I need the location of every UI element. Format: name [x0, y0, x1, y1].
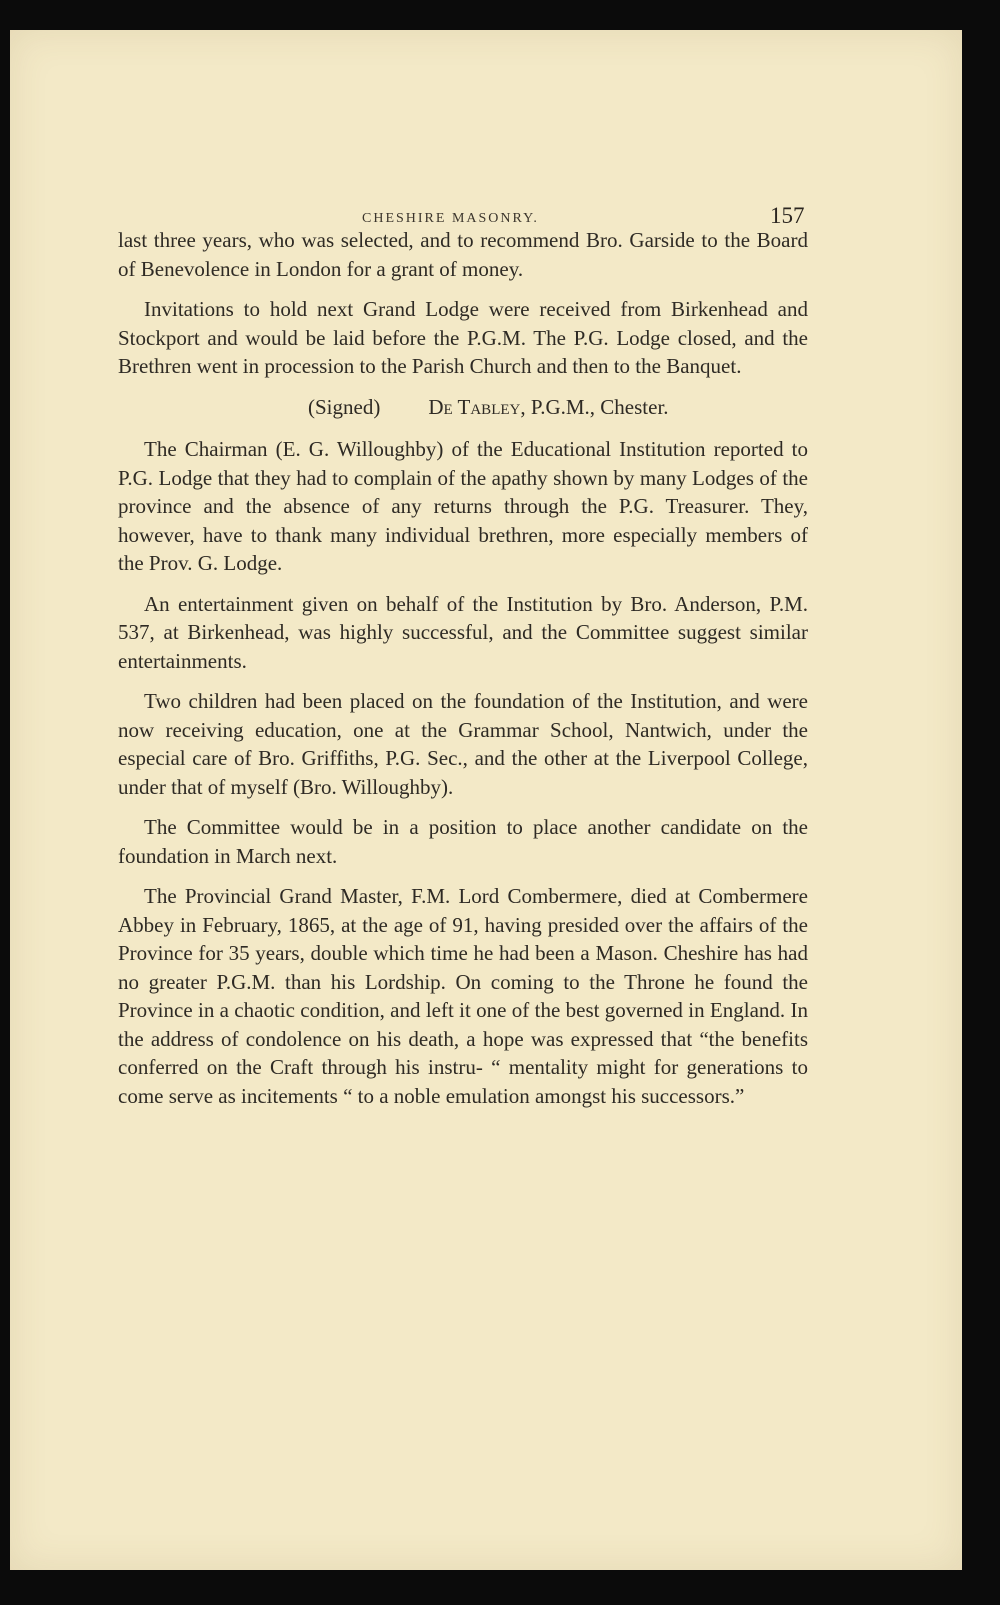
signature-name: De Tabley [428, 394, 521, 419]
book-page [10, 30, 962, 1570]
running-head: CHESHIRE MASONRY. [362, 211, 539, 226]
paragraph-5: Two children had been placed on the foundation of the Institution, and were now receiving education, one at the Grammar School, Nantwich, under the especial care of Bro. Griffiths, P.G. Sec., and the other at the Liverpool College, under that of myself (Bro. Willoughby). [118, 689, 808, 799]
paragraph-6: The Committee would be in a position to place another candidate on the foundation in March next. [118, 815, 808, 868]
paragraph-2: Invitations to hold next Grand Lodge were received from Birkenhead and Stockport and would be laid before the P.G.M. The P.G. Lodge closed, and the Brethren went in procession to the Parish Church and then to the Banquet. [118, 297, 808, 378]
page-number: 157 [770, 203, 805, 228]
signature-line [118, 393, 808, 422]
signature-suffix: , P.G.M., Chester. [520, 394, 669, 419]
paragraph-7: The Provincial Grand Master, F.M. Lord Combermere, died at Combermere Abbey in February, 1865, at the age of 91, having presided over the affairs of the Province for 35 years, double which time he had been a Mason. Cheshire has had no greater P.G.M. than his Lordship. On coming to the Throne he found the Province in a chaotic condition, and left it one of the best governed in England. In the address of condolence on his death, a hope was expressed that “the benefits conferred on the Craft through his instru- “ mentality might for generations to come serve as incitements “ to a noble emulation amongst his successors.” [118, 884, 808, 1108]
paragraph-4: An entertainment given on behalf of the Institution by Bro. Anderson, P.M. 537, at Birkenhead, was highly successful, and the Committee suggest similar entertainments. [118, 591, 808, 673]
body-text [118, 226, 808, 1122]
page-header [10, 177, 962, 228]
paragraph-1: last three years, who was selected, and to recommend Bro. Garside to the Board of Benevolence in London for a grant of money. [118, 228, 808, 281]
paragraph-3: The Chairman (E. G. Willoughby) of the Educational Institution reported to P.G. Lodge that they had to complain of the apathy shown by many Lodges of the province and the absence of any returns through the P.G. Treasurer. They, however, have to thank many individual brethren, more especially members of the Prov. G. Lodge. [118, 437, 808, 575]
signature-label: (Signed) [308, 394, 381, 419]
